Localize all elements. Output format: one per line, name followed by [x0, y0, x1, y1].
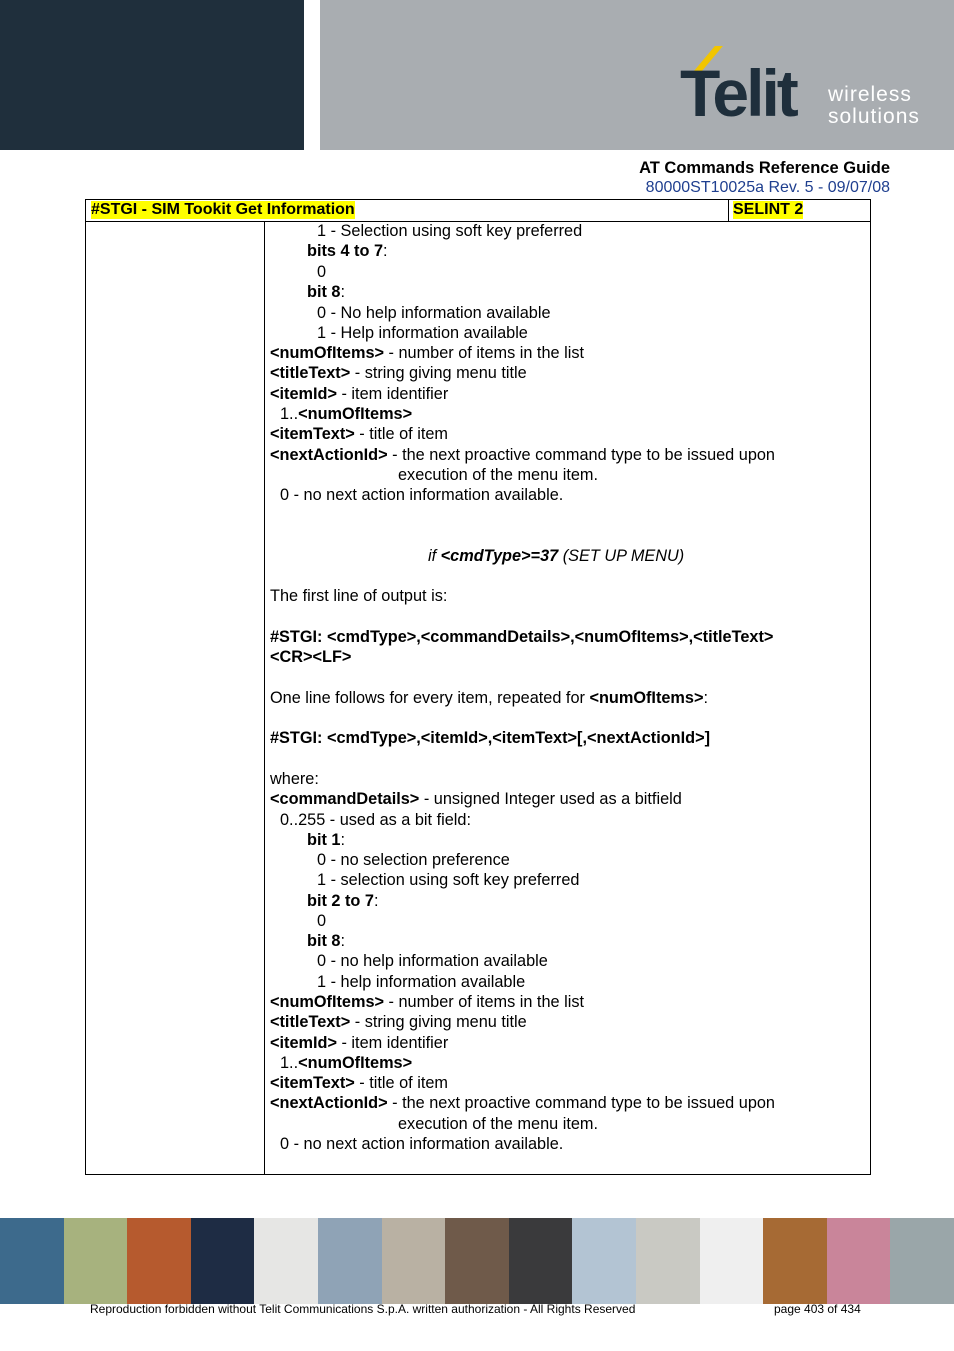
logo-tagline [828, 84, 920, 128]
text-line: <itemId> - item identifier [270, 1034, 449, 1052]
text-line: <itemText> - title of item [270, 425, 448, 443]
text-line: #STGI: <cmdType>,<commandDetails>,<numOfItems>,<titleText> [270, 628, 774, 646]
command-table [85, 199, 871, 1175]
command-name: #STGI - SIM Tookit Get Information [91, 201, 355, 218]
text-line: 1..<numOfItems> [280, 405, 413, 423]
text-line: 0 - no next action information available. [280, 1135, 564, 1153]
text-line: 1 - selection using soft key preferred [317, 871, 580, 889]
text-line: 1 - help information available [317, 973, 526, 991]
photo-tile [64, 1218, 128, 1304]
text-line: bits 4 to 7: [307, 242, 388, 260]
header-dark-panel [0, 0, 304, 150]
text-line: <nextActionId> - the next proactive command type to be issued upon [270, 446, 775, 464]
text-line: <nextActionId> - the next proactive command type to be issued upon [270, 1094, 775, 1112]
photo-tile [318, 1218, 382, 1304]
text-line: #STGI: <cmdType>,<itemId>,<itemText>[,<nextActionId>] [270, 729, 711, 747]
text-line: 0 - no next action information available. [280, 486, 564, 504]
text-line: One line follows for every item, repeated for <numOfItems>: [270, 689, 708, 707]
photo-tile [445, 1218, 509, 1304]
photo-tile [254, 1218, 318, 1304]
text-line: <CR><LF> [270, 648, 352, 666]
photo-tile [0, 1218, 64, 1304]
text-line: bit 8: [307, 283, 346, 301]
text-line: <itemText> - title of item [270, 1074, 448, 1092]
text-line: bit 8: [307, 932, 346, 950]
text-line: <titleText> - string giving menu title [270, 364, 527, 382]
text-line: 1..<numOfItems> [280, 1054, 413, 1072]
text-line: where: [270, 770, 319, 788]
selint-label: SELINT 2 [733, 201, 804, 218]
text-line: 0 [317, 263, 327, 281]
text-line: 0 - no selection preference [317, 851, 510, 869]
doc-subtitle: 80000ST10025a Rev. 5 - 09/07/08 [645, 179, 890, 196]
text-line: 0 [317, 912, 327, 930]
text-line: bit 1: [307, 831, 346, 849]
photo-tile [191, 1218, 255, 1304]
text-line: <commandDetails> - unsigned Integer used as a bitfield [270, 790, 682, 808]
photo-tile [763, 1218, 827, 1304]
photo-tile [382, 1218, 446, 1304]
text-line: 0..255 - used as a bit field: [280, 811, 471, 829]
photo-tile [700, 1218, 764, 1304]
table-header-row [86, 200, 870, 222]
page-number: page 403 of 434 [774, 1302, 861, 1316]
footer-photo-strip [0, 1218, 954, 1304]
text-line: execution of the menu item. [398, 466, 599, 484]
photo-tile [127, 1218, 191, 1304]
logo-wordmark: Telit [680, 56, 796, 130]
text-line: 0 - No help information available [317, 304, 551, 322]
logo-tagline-line1: wireless [828, 83, 912, 106]
text-line: 0 - no help information available [317, 952, 548, 970]
body-divider [264, 221, 265, 1174]
text-line: <numOfItems> - number of items in the list [270, 993, 584, 1011]
photo-tile [636, 1218, 700, 1304]
photo-tile [509, 1218, 573, 1304]
text-line: 1 - Selection using soft key preferred [317, 222, 583, 240]
photo-tile [827, 1218, 891, 1304]
photo-tile [890, 1218, 954, 1304]
photo-tile [572, 1218, 636, 1304]
text-line: execution of the menu item. [398, 1115, 599, 1133]
logo-tagline-line2: solutions [828, 105, 920, 128]
text-line: 1 - Help information available [317, 324, 528, 342]
text-line: <itemId> - item identifier [270, 385, 449, 403]
text-line: <titleText> - string giving menu title [270, 1013, 527, 1031]
text-line: The first line of output is: [270, 587, 448, 605]
doc-title: AT Commands Reference Guide [639, 159, 890, 177]
text-line: if <cmdType>=37 (SET UP MENU) [428, 547, 685, 565]
header-divider [728, 200, 729, 221]
text-line: bit 2 to 7: [307, 892, 379, 910]
telit-logo [676, 46, 936, 136]
text-line: <numOfItems> - number of items in the list [270, 344, 584, 362]
copyright-notice: Reproduction forbidden without Telit Communications S.p.A. written authorization - All Rights Reserved [90, 1302, 636, 1316]
